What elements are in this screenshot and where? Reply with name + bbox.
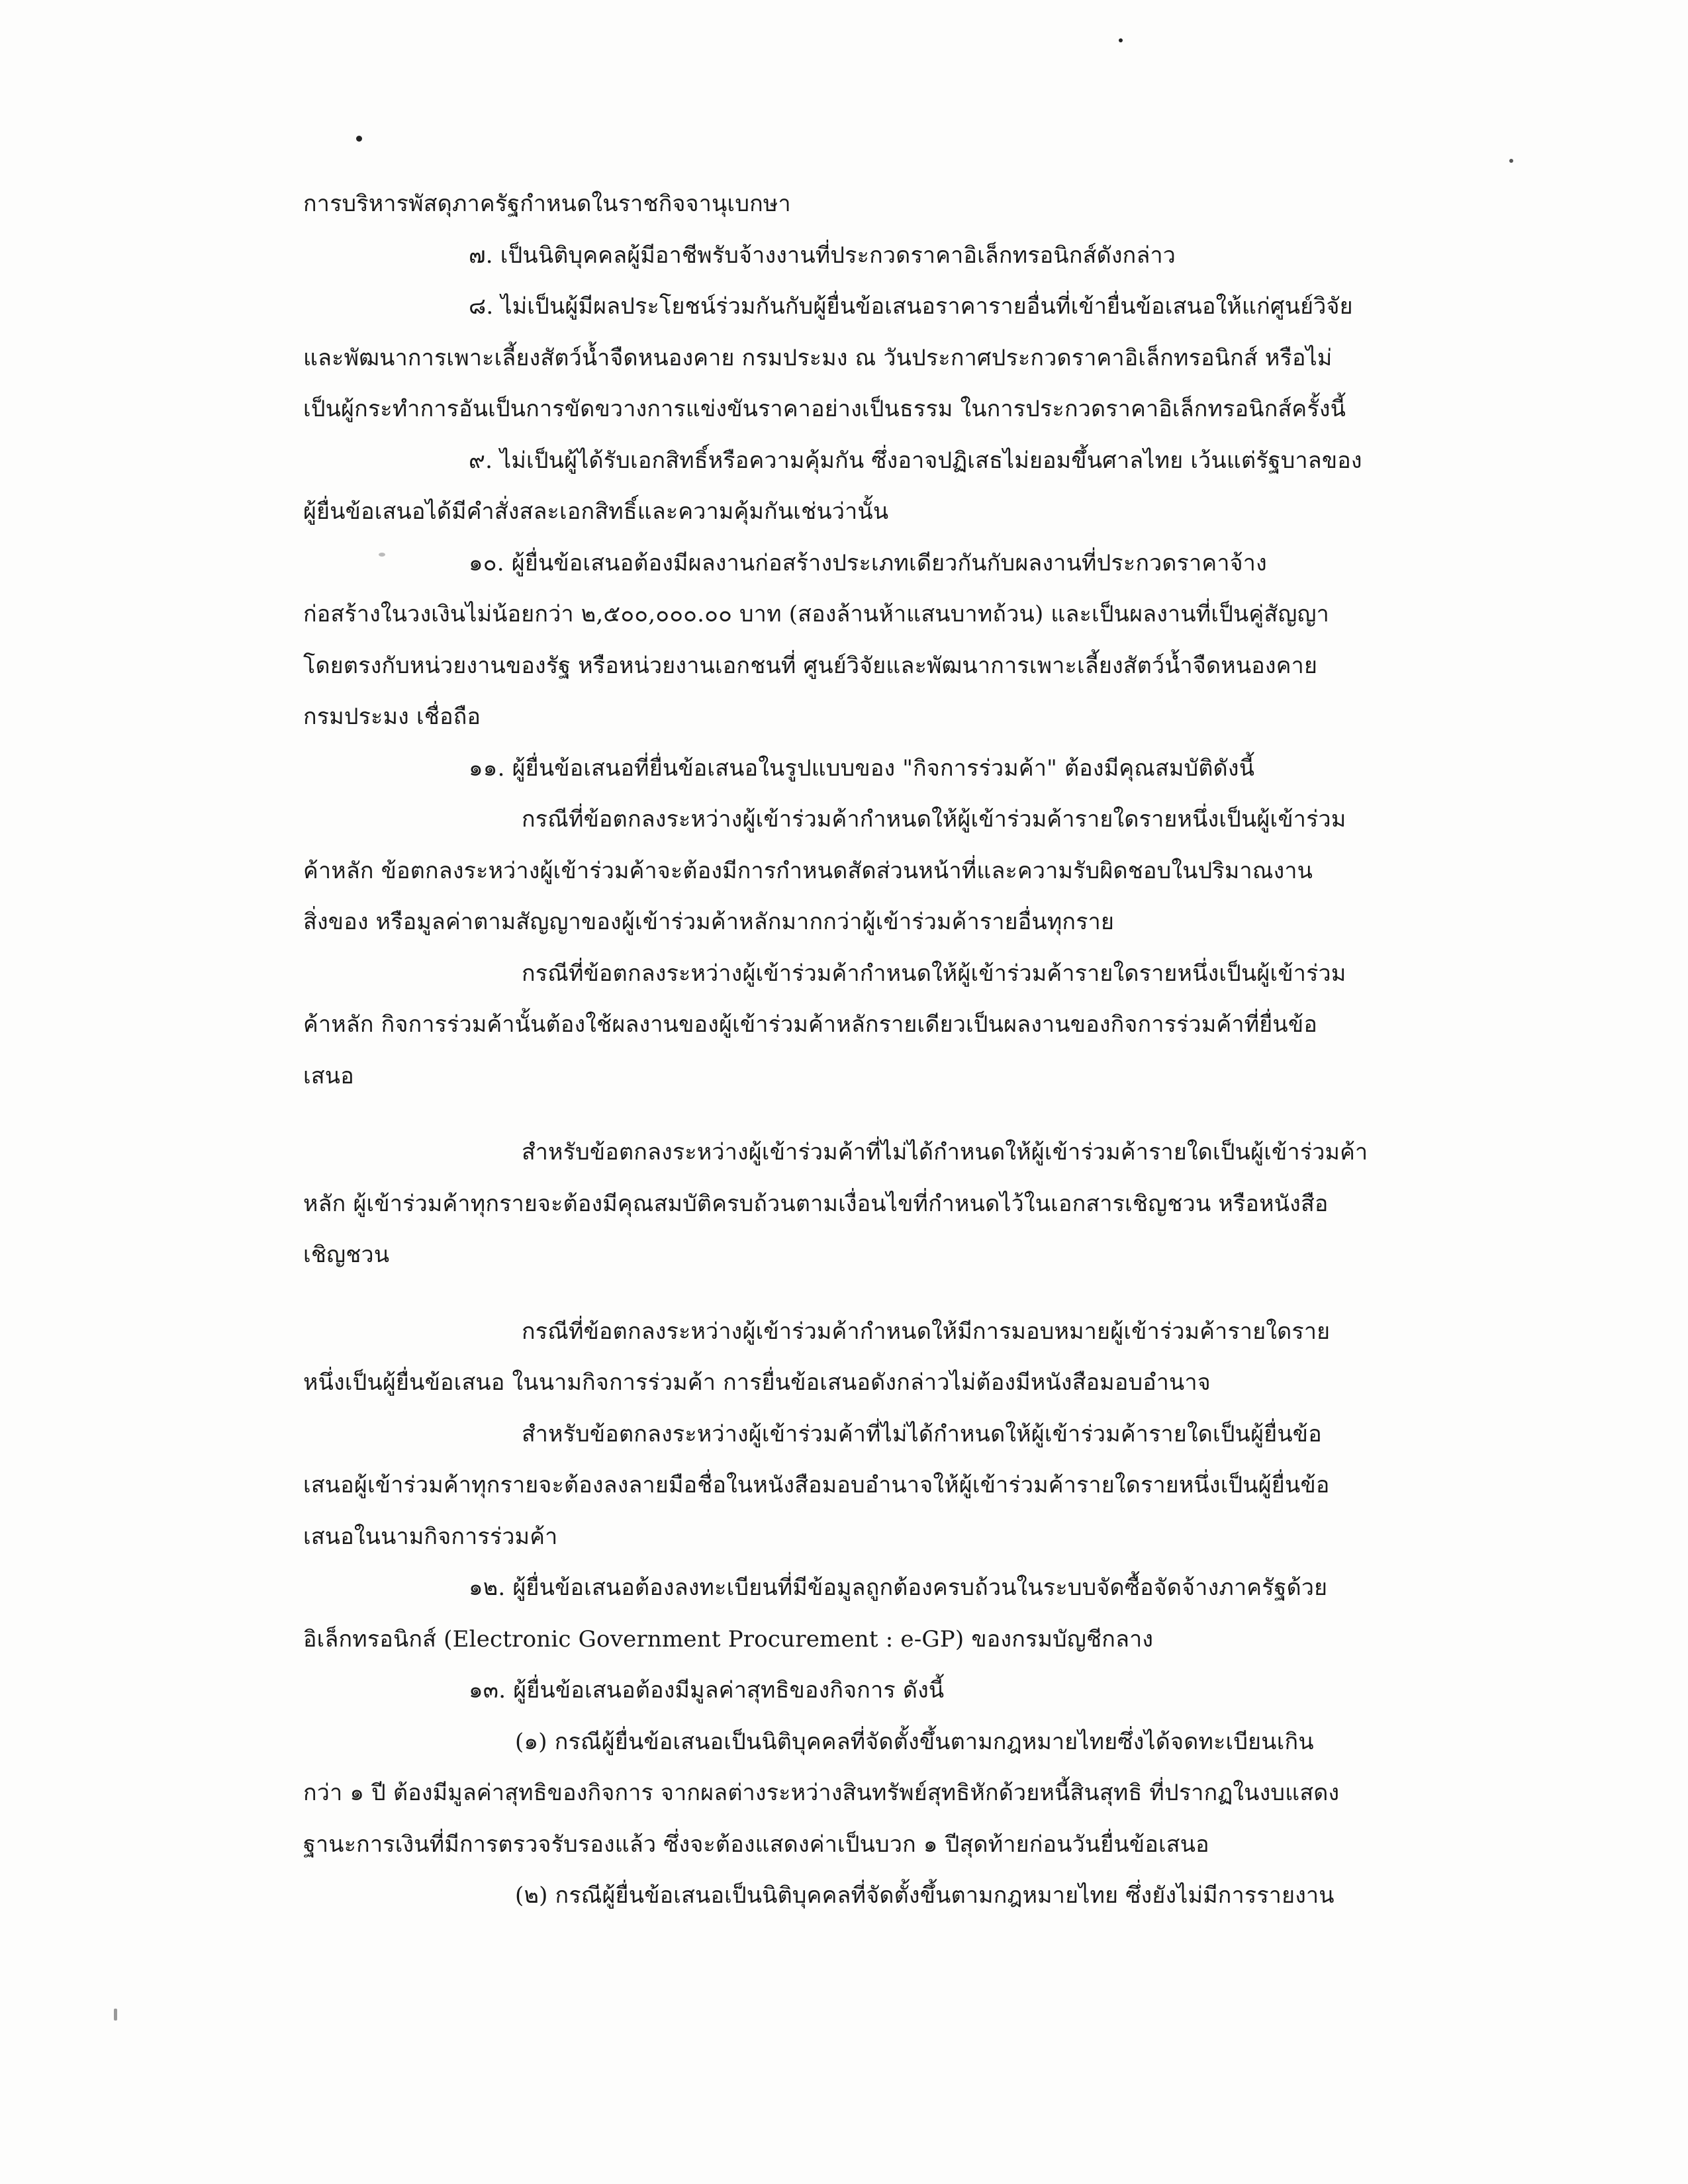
text-line: ฐานะการเงินที่มีการตรวจรับรองแล้ว ซึ่งจะต้องแสดงค่าเป็นบวก ๑ ปีสุดท้ายก่อนวันยื่นข้อเสนอ bbox=[303, 1831, 1209, 1858]
text-line: เป็นผู้กระทำการอันเป็นการขัดขวางการแข่งขันราคาอย่างเป็นธรรม ในการประกวดราคาอิเล็กทรอนิกส์ครั้งนี้ bbox=[303, 396, 1346, 422]
scan-speck bbox=[114, 2009, 117, 2021]
paragraph-gap bbox=[303, 1102, 1402, 1127]
clause-7: ๗. เป็นนิติบุคคลผู้มีอาชีพรับจ้างงานที่ประกวดราคาอิเล็กทรอนิกส์ดังกล่าว bbox=[469, 242, 1176, 269]
text-line: ค้าหลัก ข้อตกลงระหว่างผู้เข้าร่วมค้าจะต้องมีการกำหนดสัดส่วนหน้าที่และความรับผิดชอบในปริมาณงาน bbox=[303, 857, 1313, 884]
clause-13: ๑๓. ผู้ยื่นข้อเสนอต้องมีมูลค่าสุทธิของกิจการ ดังนี้ bbox=[469, 1677, 945, 1704]
text-line: ค้าหลัก กิจการร่วมค้านั้นต้องใช้ผลงานของผู้เข้าร่วมค้าหลักรายเดียวเป็นผลงานของกิจการร่วมค้าที่ยื่นข้อ bbox=[303, 1011, 1317, 1038]
text-line: กว่า ๑ ปี ต้องมีมูลค่าสุทธิของกิจการ จากผลต่างระหว่างสินทรัพย์สุทธิหักด้วยหนี้สินสุทธิ ที่ปรากฏในงบแสดง bbox=[303, 1780, 1340, 1806]
text-line: โดยตรงกับหน่วยงานของรัฐ หรือหน่วยงานเอกชนที่ ศูนย์วิจัยและพัฒนาการเพาะเลี้ยงสัตว์น้ำจืดหนองคาย bbox=[303, 652, 1318, 679]
scan-speck bbox=[1119, 38, 1123, 42]
sub-paragraph: สำหรับข้อตกลงระหว่างผู้เข้าร่วมค้าที่ไม่ได้กำหนดให้ผู้เข้าร่วมค้ารายใดเป็นผู้ยื่นข้อ bbox=[522, 1420, 1322, 1447]
sub-paragraph: กรณีที่ข้อตกลงระหว่างผู้เข้าร่วมค้ากำหนดให้มีการมอบหมายผู้เข้าร่วมค้ารายใดราย bbox=[522, 1318, 1331, 1345]
text-line: สิ่งของ หรือมูลค่าตามสัญญาของผู้เข้าร่วมค้าหลักมากกว่าผู้เข้าร่วมค้ารายอื่นทุกราย bbox=[303, 909, 1115, 935]
text-line: การบริหารพัสดุภาครัฐกำหนดในราชกิจจานุเบกษา bbox=[303, 191, 791, 217]
text-line: เสนอผู้เข้าร่วมค้าทุกรายจะต้องลงลายมือชื่อในหนังสือมอบอำนาจให้ผู้เข้าร่วมค้ารายใดรายหนึ่งเป็นผู้ยื่นข้อ bbox=[303, 1472, 1330, 1498]
text-line: อิเล็กทรอนิกส์ (Electronic Government Procurement : e-GP) ของกรมบัญชีกลาง bbox=[303, 1625, 1154, 1653]
text-line: ผู้ยื่นข้อเสนอได้มีคำสั่งสละเอกสิทธิ์และความคุ้มกันเช่นว่านั้น bbox=[303, 498, 889, 525]
text-line: หนึ่งเป็นผู้ยื่นข้อเสนอ ในนามกิจการร่วมค้า การยื่นข้อเสนอดังกล่าวไม่ต้องมีหนังสือมอบอำนาจ bbox=[303, 1369, 1211, 1396]
sub-paragraph: กรณีที่ข้อตกลงระหว่างผู้เข้าร่วมค้ากำหนดให้ผู้เข้าร่วมค้ารายใดรายหนึ่งเป็นผู้เข้าร่วม bbox=[522, 960, 1346, 987]
text-line: หลัก ผู้เข้าร่วมค้าทุกรายจะต้องมีคุณสมบัติครบถ้วนตามเงื่อนไขที่กำหนดไว้ในเอกสารเชิญชวน หรือหนังสือ bbox=[303, 1190, 1329, 1217]
clause-10: ๑๐. ผู้ยื่นข้อเสนอต้องมีผลงานก่อสร้างประเภทเดียวกันกับผลงานที่ประกวดราคาจ้าง bbox=[469, 549, 1267, 576]
text-line: เชิญชวน bbox=[303, 1242, 390, 1268]
sub-clause-1: (๑) กรณีผู้ยื่นข้อเสนอเป็นนิติบุคคลที่จัดตั้งขึ้นตามกฎหมายไทยซึ่งได้จดทะเบียนเกิน bbox=[515, 1728, 1314, 1755]
clause-8: ๘. ไม่เป็นผู้มีผลประโยชน์ร่วมกันกับผู้ยื่นข้อเสนอราคารายอื่นที่เข้ายื่นข้อเสนอให้แก่ศูนย์วิจัย bbox=[469, 293, 1353, 320]
paragraph-gap bbox=[303, 1281, 1402, 1306]
sub-clause-2: (๒) กรณีผู้ยื่นข้อเสนอเป็นนิติบุคคลที่จัดตั้งขึ้นตามกฎหมายไทย ซึ่งยังไม่มีการรายงาน bbox=[515, 1882, 1335, 1909]
text-line: และพัฒนาการเพาะเลี้ยงสัตว์น้ำจืดหนองคาย กรมประมง ณ วันประกาศประกวดราคาอิเล็กทรอนิกส์ หรือไม่ bbox=[303, 344, 1333, 371]
sub-paragraph: กรณีที่ข้อตกลงระหว่างผู้เข้าร่วมค้ากำหนดให้ผู้เข้าร่วมค้ารายใดรายหนึ่งเป็นผู้เข้าร่วม bbox=[522, 806, 1346, 833]
text-line: เสนอในนามกิจการร่วมค้า bbox=[303, 1523, 558, 1550]
text-line: ก่อสร้างในวงเงินไม่น้อยกว่า ๒,๕๐๐,๐๐๐.๐๐ บาท (สองล้านห้าแสนบาทถ้วน) และเป็นผลงานที่เป็นคู่สัญญา bbox=[303, 601, 1329, 627]
text-line: เสนอ bbox=[303, 1062, 354, 1089]
text-line: กรมประมง เชื่อถือ bbox=[303, 704, 481, 730]
clause-11: ๑๑. ผู้ยื่นข้อเสนอที่ยื่นข้อเสนอในรูปแบบของ "กิจการร่วมค้า" ต้องมีคุณสมบัติดังนี้ bbox=[469, 754, 1255, 782]
document-body bbox=[303, 179, 1402, 1922]
sub-paragraph: สำหรับข้อตกลงระหว่างผู้เข้าร่วมค้าที่ไม่ได้กำหนดให้ผู้เข้าร่วมค้ารายใดเป็นผู้เข้าร่วมค้า bbox=[522, 1139, 1368, 1165]
scan-speck bbox=[1509, 159, 1513, 163]
clause-12: ๑๒. ผู้ยื่นข้อเสนอต้องลงทะเบียนที่มีข้อมูลถูกต้องครบถ้วนในระบบจัดซื้อจัดจ้างภาครัฐด้วย bbox=[469, 1574, 1328, 1601]
scan-speck bbox=[356, 136, 362, 142]
clause-9: ๙. ไม่เป็นผู้ได้รับเอกสิทธิ์หรือความคุ้มกัน ซึ่งอาจปฏิเสธไม่ยอมขึ้นศาลไทย เว้นแต่รัฐบาลของ bbox=[469, 447, 1362, 474]
